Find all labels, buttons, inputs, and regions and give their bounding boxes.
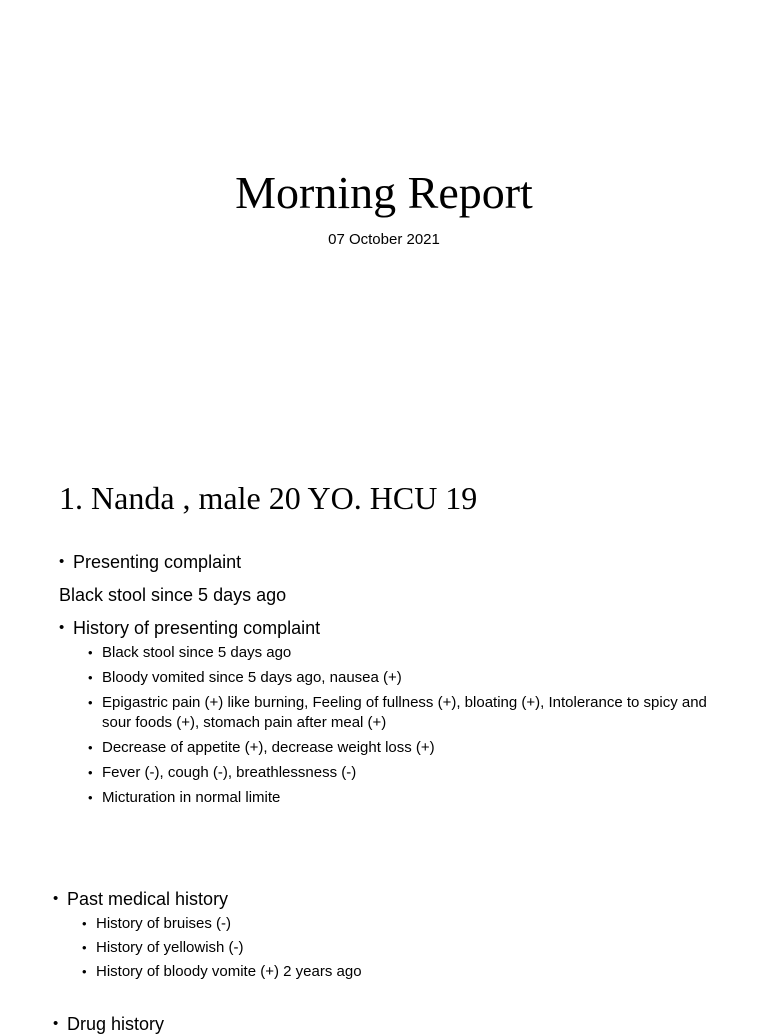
title-slide [0, 0, 768, 440]
history-item: • Micturation in normal limite [102, 788, 280, 808]
history-item: • Epigastric pain (+) like burning, Feeling of fullness (+), bloating (+), Intolerance to spicy and sour foods (+), stomach pain after meal (+) [102, 693, 712, 733]
past-medical-item: • History of yellowish (-) [96, 938, 244, 958]
slide-title: Morning Report [235, 167, 533, 218]
history-item: • Bloody vomited since 5 days ago, nausea (+) [102, 668, 402, 688]
drug-history-label: • Drug history [67, 1012, 164, 1036]
history-label: • History of presenting complaint [73, 616, 320, 640]
case-slide [0, 450, 768, 1034]
presenting-complaint-label: • Presenting complaint [73, 550, 241, 574]
case-title: 1. Nanda , male 20 YO. HCU 19 [59, 480, 478, 516]
report-date: 07 October 2021 [328, 231, 440, 248]
presenting-complaint-text: Black stool since 5 days ago [59, 585, 287, 605]
past-medical-item: • History of bruises (-) [96, 914, 231, 934]
past-medical-item: • History of bloody vomite (+) 2 years ago [96, 962, 362, 982]
history-item: • Decrease of appetite (+), decrease weight loss (+) [102, 738, 435, 758]
past-medical-label: • Past medical history [67, 887, 228, 911]
history-item: • Black stool since 5 days ago [102, 643, 291, 663]
history-item: • Fever (-), cough (-), breathlessness (-) [102, 763, 356, 783]
